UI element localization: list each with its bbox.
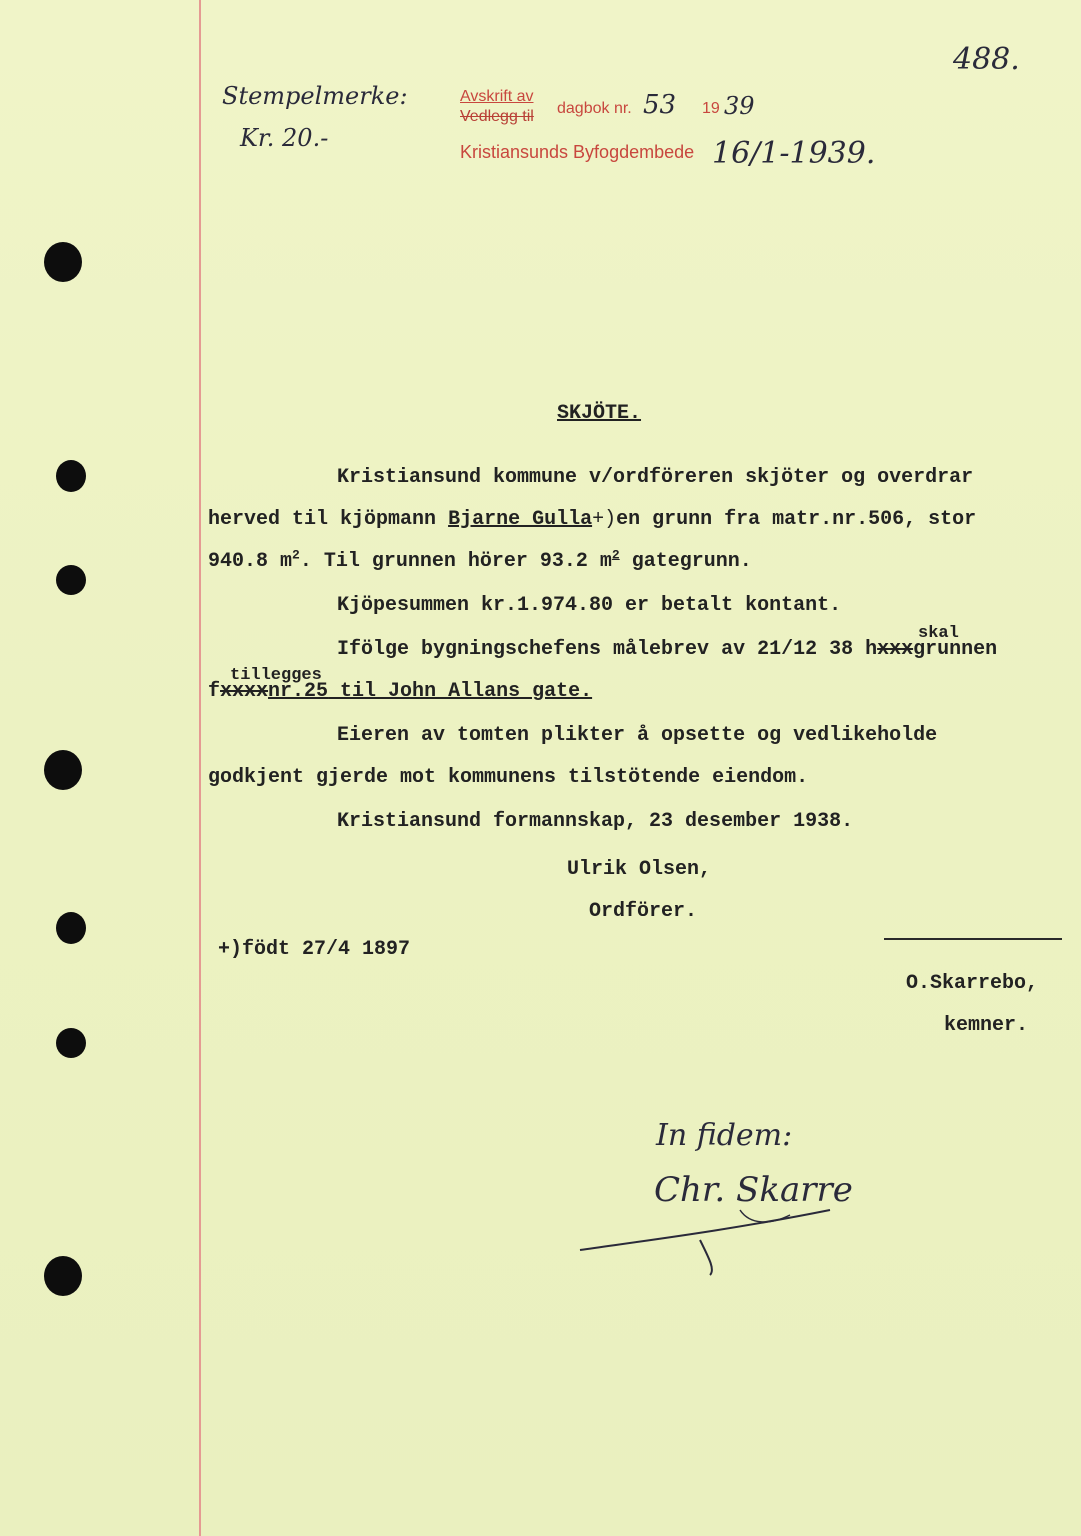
body-line-5 xyxy=(337,638,997,661)
signature-line xyxy=(884,938,1062,940)
area-value: 940.8 m xyxy=(208,550,293,573)
insert-tillegges: tillegges xyxy=(230,666,322,685)
punch-hole xyxy=(56,460,86,492)
body-line-1: Kristiansund kommune v/ordföreren skjöter og overdrar xyxy=(337,466,974,489)
struck-text: xxx xyxy=(877,638,914,661)
punch-hole xyxy=(56,565,86,595)
stamp-dagbok xyxy=(557,100,632,118)
body-line-2a: herved til kjöpmann xyxy=(208,508,437,531)
body-line-2 xyxy=(208,508,976,531)
signature-flourish xyxy=(560,1170,880,1280)
footnote-marker: +) xyxy=(592,508,617,531)
body-line-3 xyxy=(208,547,752,573)
body-line-6 xyxy=(208,680,592,703)
stamp-date: 16/1-1939. xyxy=(712,136,876,171)
punch-hole xyxy=(44,750,82,790)
signatory-title: Ordförer. xyxy=(589,900,698,923)
body-line-9: Kristiansund formannskap, 23 desember 1938. xyxy=(337,810,854,833)
insert-skal: skal xyxy=(918,624,959,643)
stamp-year-prefix: 19 xyxy=(702,100,720,117)
body-line-8: godkjent gjerde mot kommunens tilstötende eiendom. xyxy=(208,766,809,789)
area-sup-2: 2 xyxy=(611,547,620,563)
body-line-6a: f xyxy=(208,680,221,703)
red-margin-line xyxy=(199,0,201,1536)
area-sup: 2 xyxy=(292,547,300,563)
body-line-3b: . Til grunnen hörer 93.2 m xyxy=(299,550,612,573)
page-number: 488. xyxy=(953,42,1020,77)
punch-hole xyxy=(56,1028,86,1058)
kemner-name: O.Skarrebo, xyxy=(906,972,1039,995)
signature-text: Chr. Skarre xyxy=(654,1170,853,1210)
stamp-dagbok-label: dagbok nr. xyxy=(557,100,632,117)
stamp-vedlegg xyxy=(460,108,534,126)
punch-hole xyxy=(44,242,82,282)
footnote: +)födt 27/4 1897 xyxy=(218,938,411,961)
document-title: SKJÖTE. xyxy=(557,402,642,425)
stamp-avskrift-label: Avskrift av xyxy=(460,88,534,105)
kemner-title: kemner. xyxy=(944,1014,1029,1037)
stamp-dagbok-number: 53 xyxy=(643,90,677,120)
stamp-office: Kristiansunds Byfogdembede xyxy=(460,142,695,162)
street-number: nr.25 xyxy=(268,680,329,703)
stamp-avskrift xyxy=(460,88,534,106)
body-line-5b: grunnen xyxy=(913,638,998,661)
body-line-2b: en grunn fra matr.nr.506, stor xyxy=(616,508,977,531)
stamp-vedlegg-label: Vedlegg til xyxy=(460,108,534,125)
stamp-fee-value: Kr. 20.- xyxy=(240,124,329,152)
body-line-4: Kjöpesummen kr.1.974.80 er betalt kontant. xyxy=(337,594,842,617)
witness-text: In fidem: xyxy=(656,1118,793,1153)
struck-text-2: xxxx xyxy=(220,680,269,703)
stamp-year-suffix: 39 xyxy=(724,92,755,120)
signatory-name: Ulrik Olsen, xyxy=(567,858,712,881)
punch-hole xyxy=(56,912,86,944)
body-line-5a: Ifölge bygningschefens målebrev av 21/12 38 h xyxy=(337,638,878,661)
punch-hole xyxy=(44,1256,82,1296)
buyer-name: Bjarne Gulla xyxy=(448,508,593,531)
body-line-3c: gategrunn. xyxy=(619,550,752,573)
body-line-7: Eieren av tomten plikter å opsette og vedlikeholde xyxy=(337,724,938,747)
stamp-fee-label: Stempelmerke: xyxy=(222,82,408,110)
street-name: til John Allans gate. xyxy=(328,680,593,703)
